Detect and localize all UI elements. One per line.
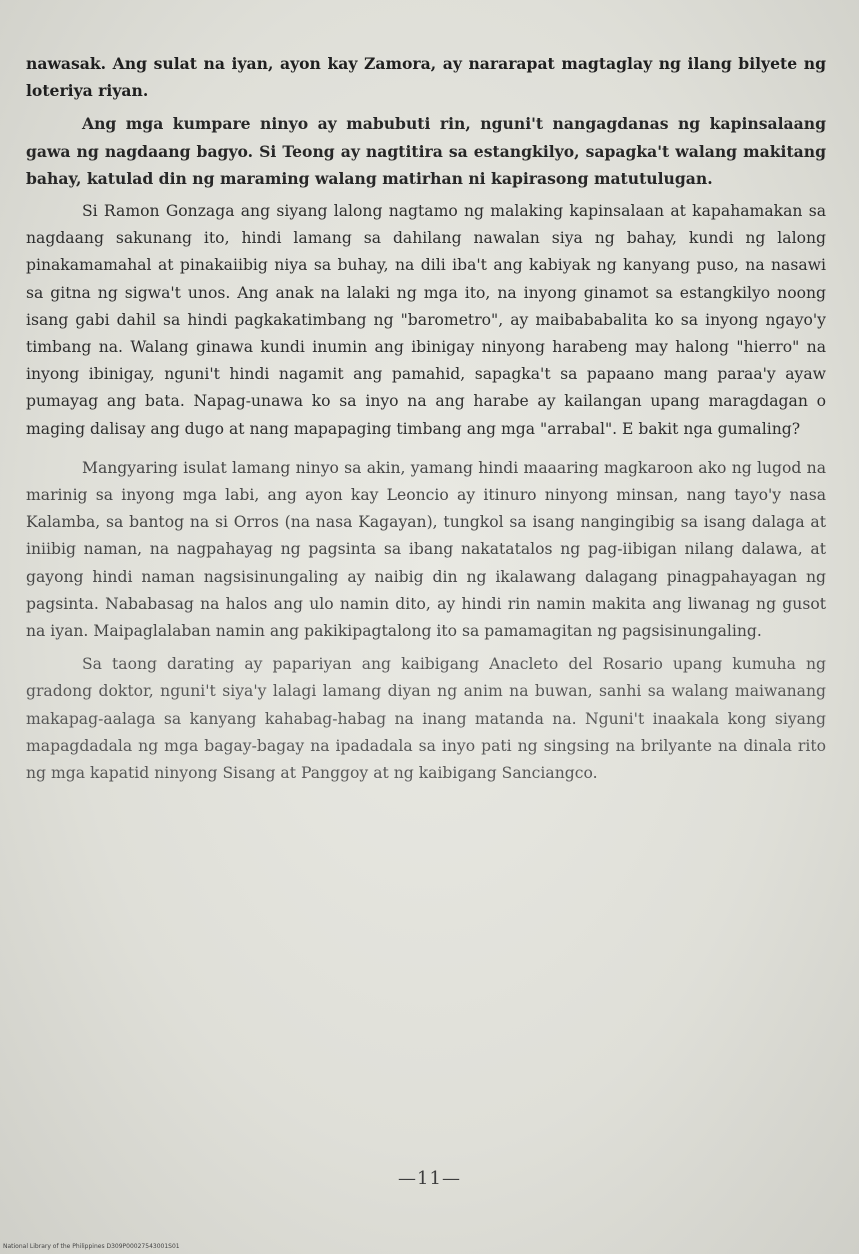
paragraph-1: nawasak. Ang sulat na iyan, ayon kay Zamora, ay nararapat magtaglay ng ilang bilyete ng loteriya riyan. — [26, 54, 826, 101]
scan-credit: National Library of the Philippines D309P00027543001S01 — [3, 1243, 180, 1250]
paragraph-5: Sa taong darating ay papariyan ang kaibigang Anacleto del Rosario upang kumuha ng gradong doktor, nguni't siya'y lalagi lamang diyan ng anim na buwan, sanhi sa walang maiwanang makapag-aalaga sa kanyang kahabag-habag na inang matanda na. Nguni't inaakala kong siyang mapagdadala ng mga bagay-bagay na ipadadala sa inyo pati ng singsing na brilyante na dinala rito ng mga kapatid ninyong Sisang at Panggoy at ng kaibigang Sanciangco. — [26, 655, 826, 783]
page-number: —11— — [398, 1168, 461, 1189]
body-text — [26, 50, 826, 787]
paragraph-3: Si Ramon Gonzaga ang siyang lalong nagtamo ng malaking kapinsalaan at kapahamakan sa nagdaang sakunang ito, hindi lamang sa dahilang nawalan siya ng bahay, kundi ng lalong pinakamamahal at pinakaiibig niya sa buhay, na dili iba't ang kabiyak ng kanyang puso, na nasawi sa gitna ng sigwa't unos. Ang anak na lalaki ng mga ito, na inyong ginamot sa estangkilyo noong isang gabi dahil sa hindi pagkakatimbang ng "barometro", ay maibababalita ko sa inyong ngayo'y timbang na. Walang ginawa kundi inumin ang ibinigay ninyong harabeng may halong "hierro" na inyong ibinigay, nguni't hindi nagamit ang pamahid, sapagka't sa papaano mang paraa'y ayaw pumayag ang bata. Napag-unawa ko sa inyo na ang harabe ay kailangan upang maragdagan o maging dalisay ang dugo at nang mapapaging timbang ang mga "arrabal". E bakit nga gumaling? — [26, 202, 826, 438]
paragraph-2: Ang mga kumpare ninyo ay mabubuti rin, nguni't nangagdanas ng kapinsalaang gawa ng nagdaang bagyo. Si Teong ay nagtitira sa estangkilyo, sapagka't walang makitang bahay, katulad din ng maraming walang matirhan ni kapirasong matutulugan. — [26, 114, 826, 188]
paragraph-4: Mangyaring isulat lamang ninyo sa akin, yamang hindi maaaring magkaroon ako ng lugod na marinig sa inyong mga labi, ang ayon kay Leoncio ay itinuro ninyong minsan, nang tayo'y nasa Kalamba, sa bantog na si Orros (na nasa Kagayan), tungkol sa isang nangingibig sa isang dalaga at iniibig naman, na nagpahayag ng pagsinta sa ibang nakatatalos ng pag-iibigan nilang dalawa, at gayong hindi naman nagsisinungaling ay naibig din ng ikalawang dalagang pinagpahayagan ng pagsinta. Nababasag na halos ang ulo namin dito, ay hindi rin namin makita ang liwanag ng gusot na iyan. Maipaglalaban namin ang pakikipagtalong ito sa pamamagitan ng pagsisinungaling. — [26, 458, 826, 641]
